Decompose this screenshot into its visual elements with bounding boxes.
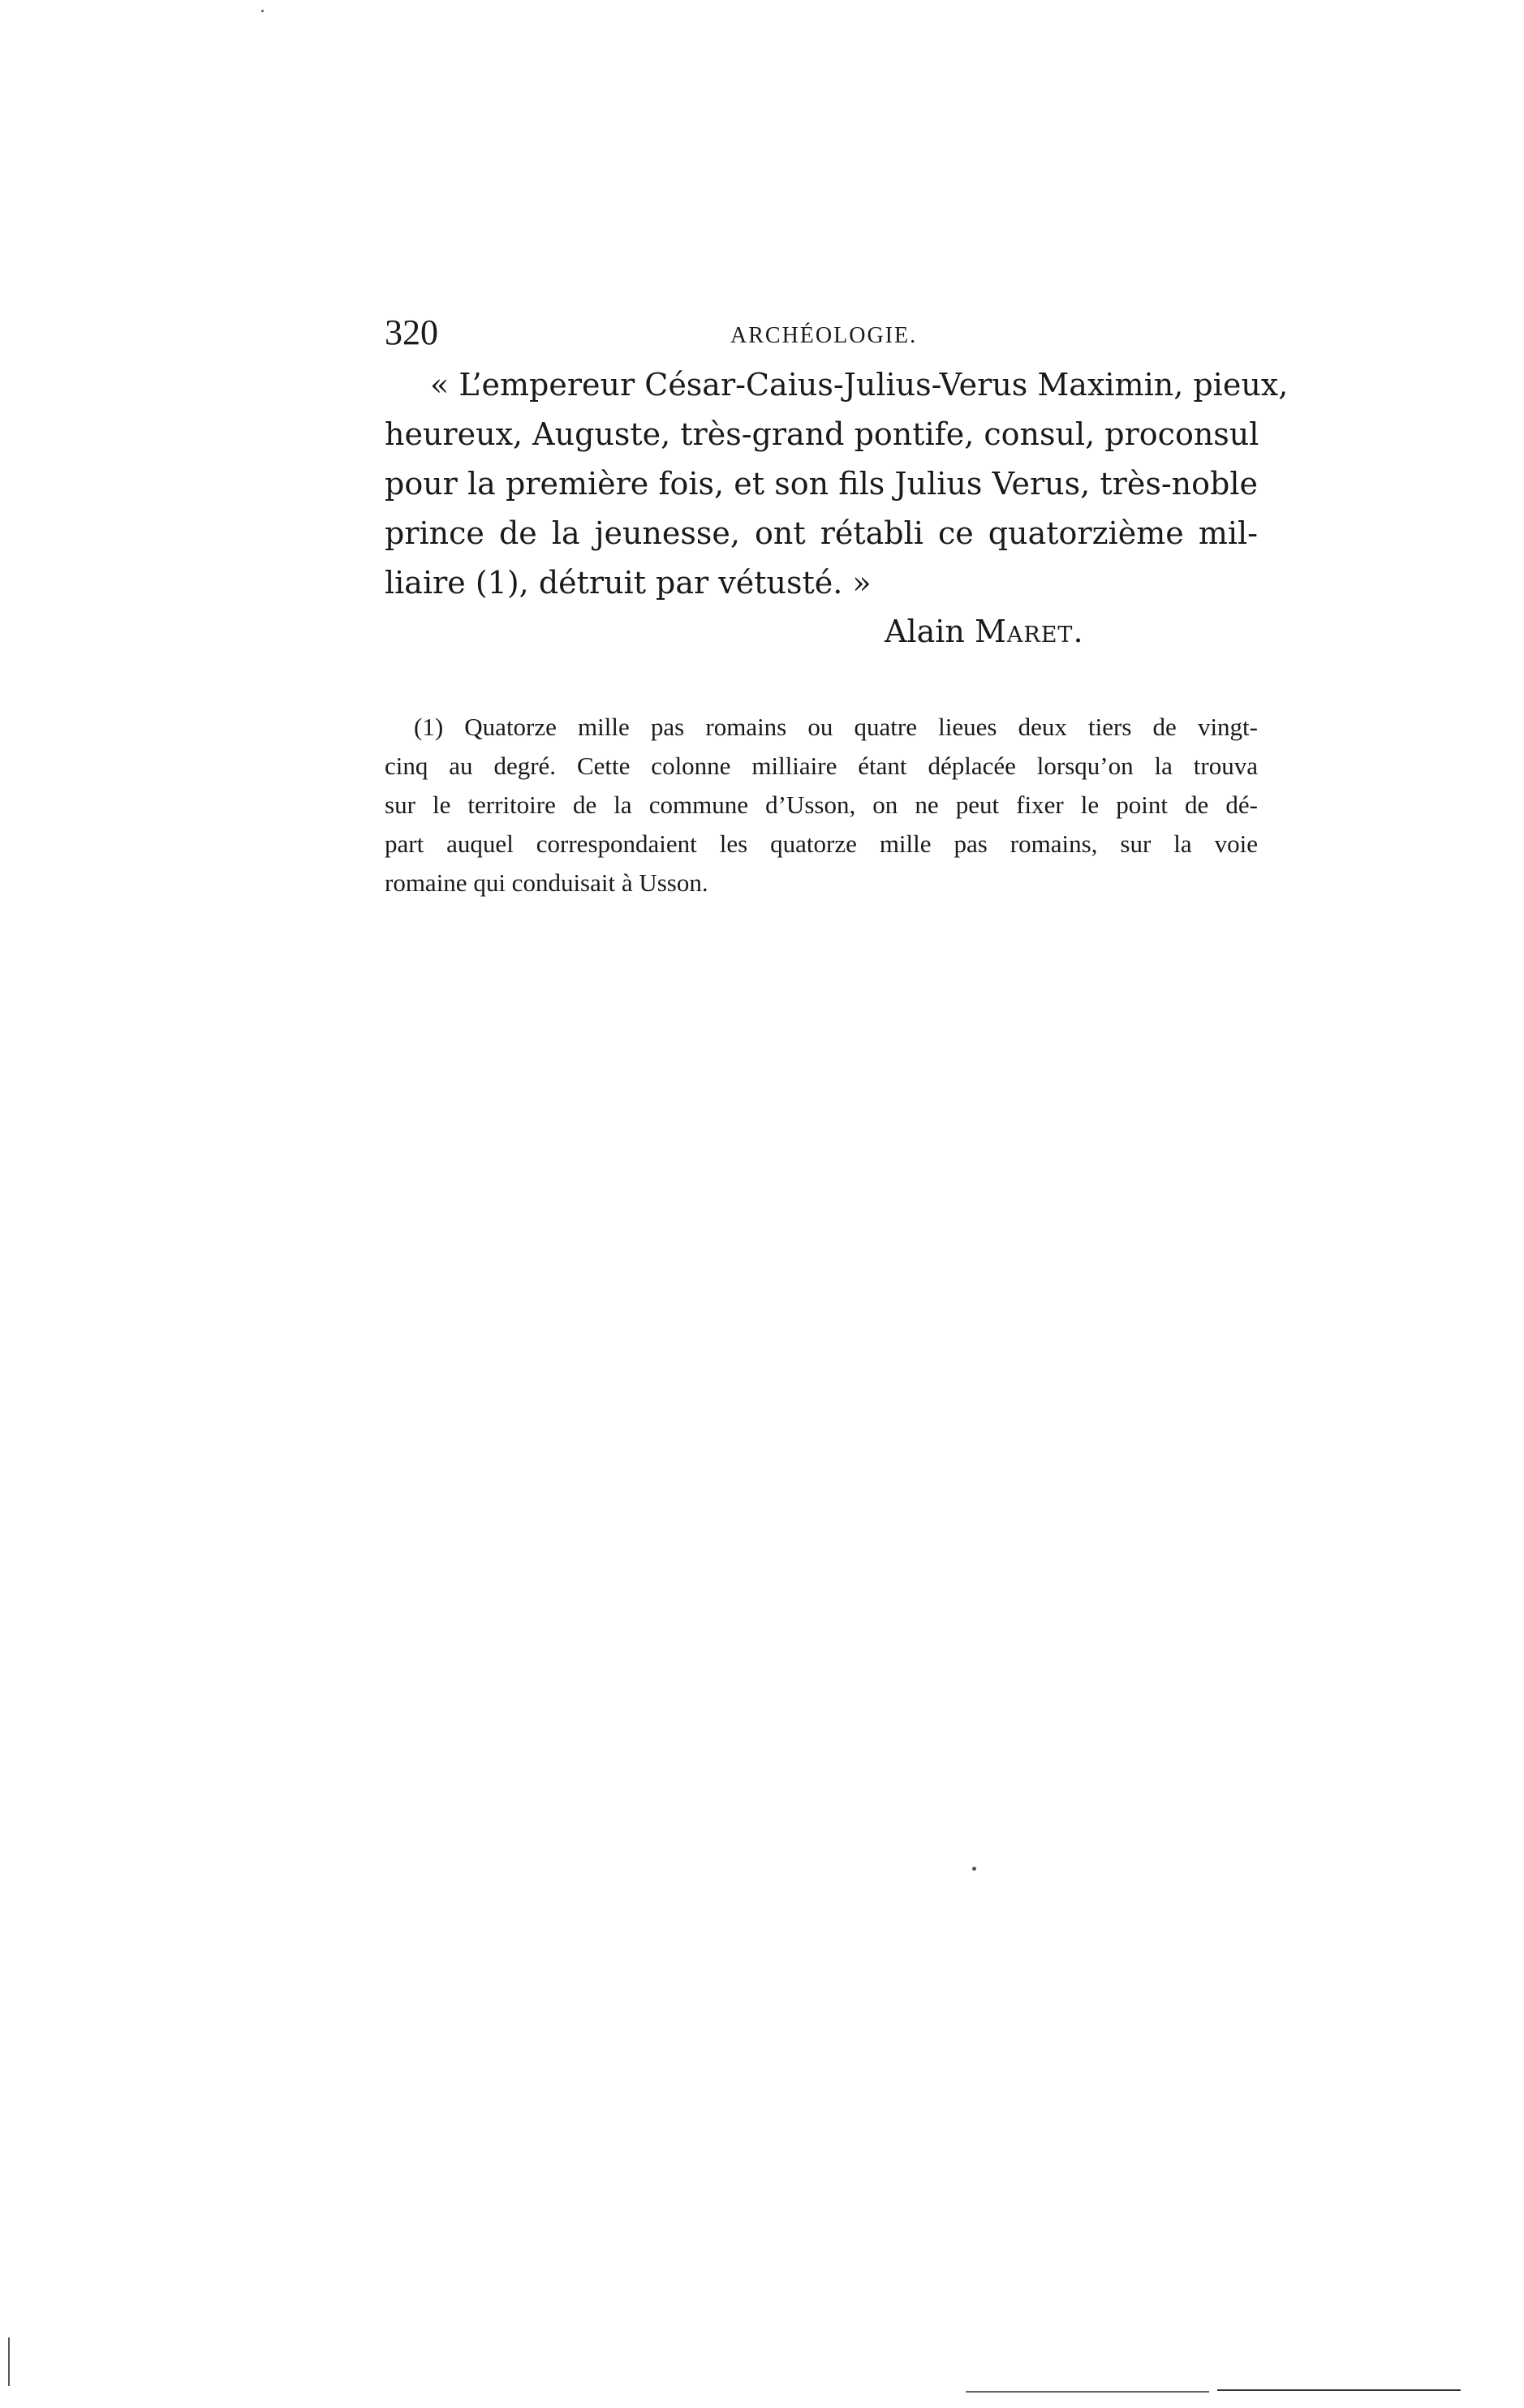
page-header — [385, 310, 1261, 355]
author-signature — [885, 607, 1084, 656]
scan-edge-mark — [966, 2391, 1209, 2393]
scan-edge-mark — [8, 2337, 10, 2386]
footnote-line: cinq au degré. Cette colonne milliaire étant déplacée lorsqu’on la trouva — [385, 752, 1258, 780]
footnote-line: sur le territoire de la commune d’Usson, on ne peut fixer le point de dé- — [385, 790, 1258, 819]
footnote-line: part auquel correspondaient les quatorze mille pas romains, sur la voie — [385, 829, 1258, 858]
footnote-line: (1) Quatorze mille pas romains ou quatre lieues deux tiers de vingt- — [414, 713, 1258, 741]
text-line: heureux, Auguste, très-grand pontife, consul, proconsul — [385, 416, 1259, 452]
footnote-line: romaine qui conduisait à Usson. — [385, 868, 708, 897]
text-line: pour la première fois, et son fils Julius Verus, très-noble — [385, 466, 1258, 502]
text-line: prince de la jeunesse, ont rétabli ce quatorzième mil- — [385, 515, 1258, 551]
signature-first-name: Alain — [885, 614, 965, 649]
scan-speck — [261, 10, 264, 12]
scan-edge-mark — [1217, 2389, 1461, 2391]
footnote — [385, 708, 1258, 902]
main-text — [385, 360, 1289, 608]
running-head: ARCHÉOLOGIE. — [730, 323, 918, 348]
scan-speck — [972, 1867, 976, 1871]
text-line: liaire (1), détruit par vétusté. » — [385, 565, 872, 601]
text-line: « L’empereur César-Caius-Julius-Verus Maximin, pieux, — [430, 367, 1289, 403]
signature-last-name: Maret. — [974, 614, 1084, 649]
page-number: 320 — [385, 312, 438, 352]
